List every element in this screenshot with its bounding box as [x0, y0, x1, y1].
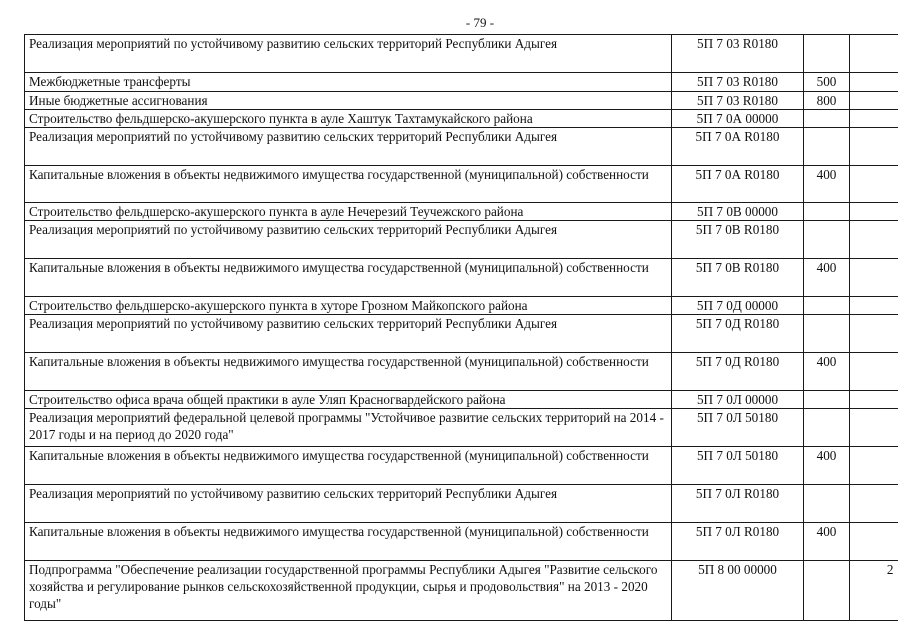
row-target-code-cell: 5П 7 0Д R0180: [672, 315, 804, 353]
row-amount-cell: [850, 297, 898, 315]
table-row: [25, 259, 898, 297]
row-expense-type-cell: [804, 110, 850, 128]
row-amount-cell: [850, 92, 898, 110]
row-target-code-cell: 5П 7 03 R0180: [672, 73, 804, 92]
row-name-cell: Строительство фельдшерско-акушерского пункта в хуторе Грозном Майкопского района: [25, 297, 672, 315]
row-name-cell: Капитальные вложения в объекты недвижимого имущества государственной (муниципальной) собственности: [25, 353, 672, 391]
budget-table-body: [25, 35, 898, 621]
row-name-cell: Строительство фельдшерско-акушерского пункта в ауле Хаштук Тахтамукайского района: [25, 110, 672, 128]
row-amount-cell: [850, 353, 898, 391]
row-target-code-cell: 5П 8 00 00000: [672, 561, 804, 621]
table-row: [25, 523, 898, 561]
row-target-code-cell: 5П 7 0Л 00000: [672, 391, 804, 409]
row-name-cell: Капитальные вложения в объекты недвижимого имущества государственной (муниципальной) собственности: [25, 259, 672, 297]
row-expense-type-cell: [804, 221, 850, 259]
row-amount-cell: [850, 409, 898, 447]
table-row: [25, 297, 898, 315]
row-name-cell: Иные бюджетные ассигнования: [25, 92, 672, 110]
row-name-cell: Реализация мероприятий по устойчивому развитию сельских территорий Республики Адыгея: [25, 221, 672, 259]
row-amount-cell: [850, 391, 898, 409]
table-row: [25, 409, 898, 447]
table-row: [25, 447, 898, 485]
row-amount-cell: [850, 447, 898, 485]
row-target-code-cell: 5П 7 0Л 50180: [672, 447, 804, 485]
row-amount-cell: [850, 73, 898, 92]
row-expense-type-cell: [804, 409, 850, 447]
row-target-code-cell: 5П 7 03 R0180: [672, 35, 804, 73]
row-target-code-cell: 5П 7 0В 00000: [672, 203, 804, 221]
table-row: [25, 35, 898, 73]
table-row: [25, 73, 898, 92]
page-number: - 79 -: [465, 15, 495, 30]
row-name-cell: Строительство фельдшерско-акушерского пункта в ауле Нечерезий Теучежского района: [25, 203, 672, 221]
table-row: [25, 221, 898, 259]
row-name-cell: Подпрограмма "Обеспечение реализации государственной программы Республики Адыгея "Развитие сельского хозяйства и регулирование рынков сельскохозяйственной продукции, сырья и продовольствия" на 2013 - 2020 годы": [25, 561, 672, 621]
row-amount-cell: [850, 315, 898, 353]
row-target-code-cell: 5П 7 0А R0180: [672, 128, 804, 166]
row-expense-type-cell: [804, 128, 850, 166]
row-expense-type-cell: 800: [804, 92, 850, 110]
row-amount-cell: [850, 110, 898, 128]
row-amount-cell: [850, 203, 898, 221]
row-name-cell: Капитальные вложения в объекты недвижимого имущества государственной (муниципальной) собственности: [25, 523, 672, 561]
row-name-cell: Капитальные вложения в объекты недвижимого имущества государственной (муниципальной) собственности: [25, 447, 672, 485]
row-name-cell: Капитальные вложения в объекты недвижимого имущества государственной (муниципальной) собственности: [25, 166, 672, 203]
table-row: [25, 353, 898, 391]
row-target-code-cell: 5П 7 0Д 00000: [672, 297, 804, 315]
row-target-code-cell: 5П 7 0Л R0180: [672, 523, 804, 561]
row-expense-type-cell: 400: [804, 447, 850, 485]
table-row: [25, 166, 898, 203]
row-name-cell: Реализация мероприятий федеральной целевой программы "Устойчивое развитие сельских территорий на 2014 - 2017 годы и на период до 2020 года": [25, 409, 672, 447]
row-expense-type-cell: 400: [804, 259, 850, 297]
row-expense-type-cell: [804, 35, 850, 73]
row-target-code-cell: 5П 7 0В R0180: [672, 221, 804, 259]
row-amount-cell: [850, 166, 898, 203]
row-target-code-cell: 5П 7 0А 00000: [672, 110, 804, 128]
row-amount-cell: 2: [850, 561, 898, 621]
budget-table-container: [24, 34, 905, 640]
row-name-cell: Реализация мероприятий по устойчивому развитию сельских территорий Республики Адыгея: [25, 485, 672, 523]
row-amount-cell: [850, 523, 898, 561]
row-target-code-cell: 5П 7 0Л R0180: [672, 485, 804, 523]
table-row: [25, 110, 898, 128]
row-expense-type-cell: [804, 203, 850, 221]
row-expense-type-cell: [804, 315, 850, 353]
row-target-code-cell: 5П 7 0А R0180: [672, 166, 804, 203]
table-row: [25, 561, 898, 621]
row-name-cell: Реализация мероприятий по устойчивому развитию сельских территорий Республики Адыгея: [25, 35, 672, 73]
row-amount-cell: [850, 259, 898, 297]
table-row: [25, 92, 898, 110]
row-expense-type-cell: [804, 485, 850, 523]
budget-table: [24, 34, 898, 621]
row-target-code-cell: 5П 7 0Л 50180: [672, 409, 804, 447]
row-expense-type-cell: 500: [804, 73, 850, 92]
row-expense-type-cell: 400: [804, 353, 850, 391]
row-target-code-cell: 5П 7 0Д R0180: [672, 353, 804, 391]
row-expense-type-cell: 400: [804, 166, 850, 203]
row-name-cell: Строительство офиса врача общей практики в ауле Уляп Красногвардейского района: [25, 391, 672, 409]
row-amount-cell: [850, 128, 898, 166]
table-row: [25, 315, 898, 353]
table-row: [25, 391, 898, 409]
row-name-cell: Реализация мероприятий по устойчивому развитию сельских территорий Республики Адыгея: [25, 128, 672, 166]
row-name-cell: Межбюджетные трансферты: [25, 73, 672, 92]
row-expense-type-cell: [804, 297, 850, 315]
row-amount-cell: [850, 221, 898, 259]
row-expense-type-cell: 400: [804, 523, 850, 561]
table-row: [25, 203, 898, 221]
row-name-cell: Реализация мероприятий по устойчивому развитию сельских территорий Республики Адыгея: [25, 315, 672, 353]
row-amount-cell: [850, 35, 898, 73]
table-row: [25, 485, 898, 523]
row-expense-type-cell: [804, 391, 850, 409]
table-row: [25, 128, 898, 166]
row-amount-cell: [850, 485, 898, 523]
row-target-code-cell: 5П 7 0В R0180: [672, 259, 804, 297]
row-target-code-cell: 5П 7 03 R0180: [672, 92, 804, 110]
row-expense-type-cell: [804, 561, 850, 621]
